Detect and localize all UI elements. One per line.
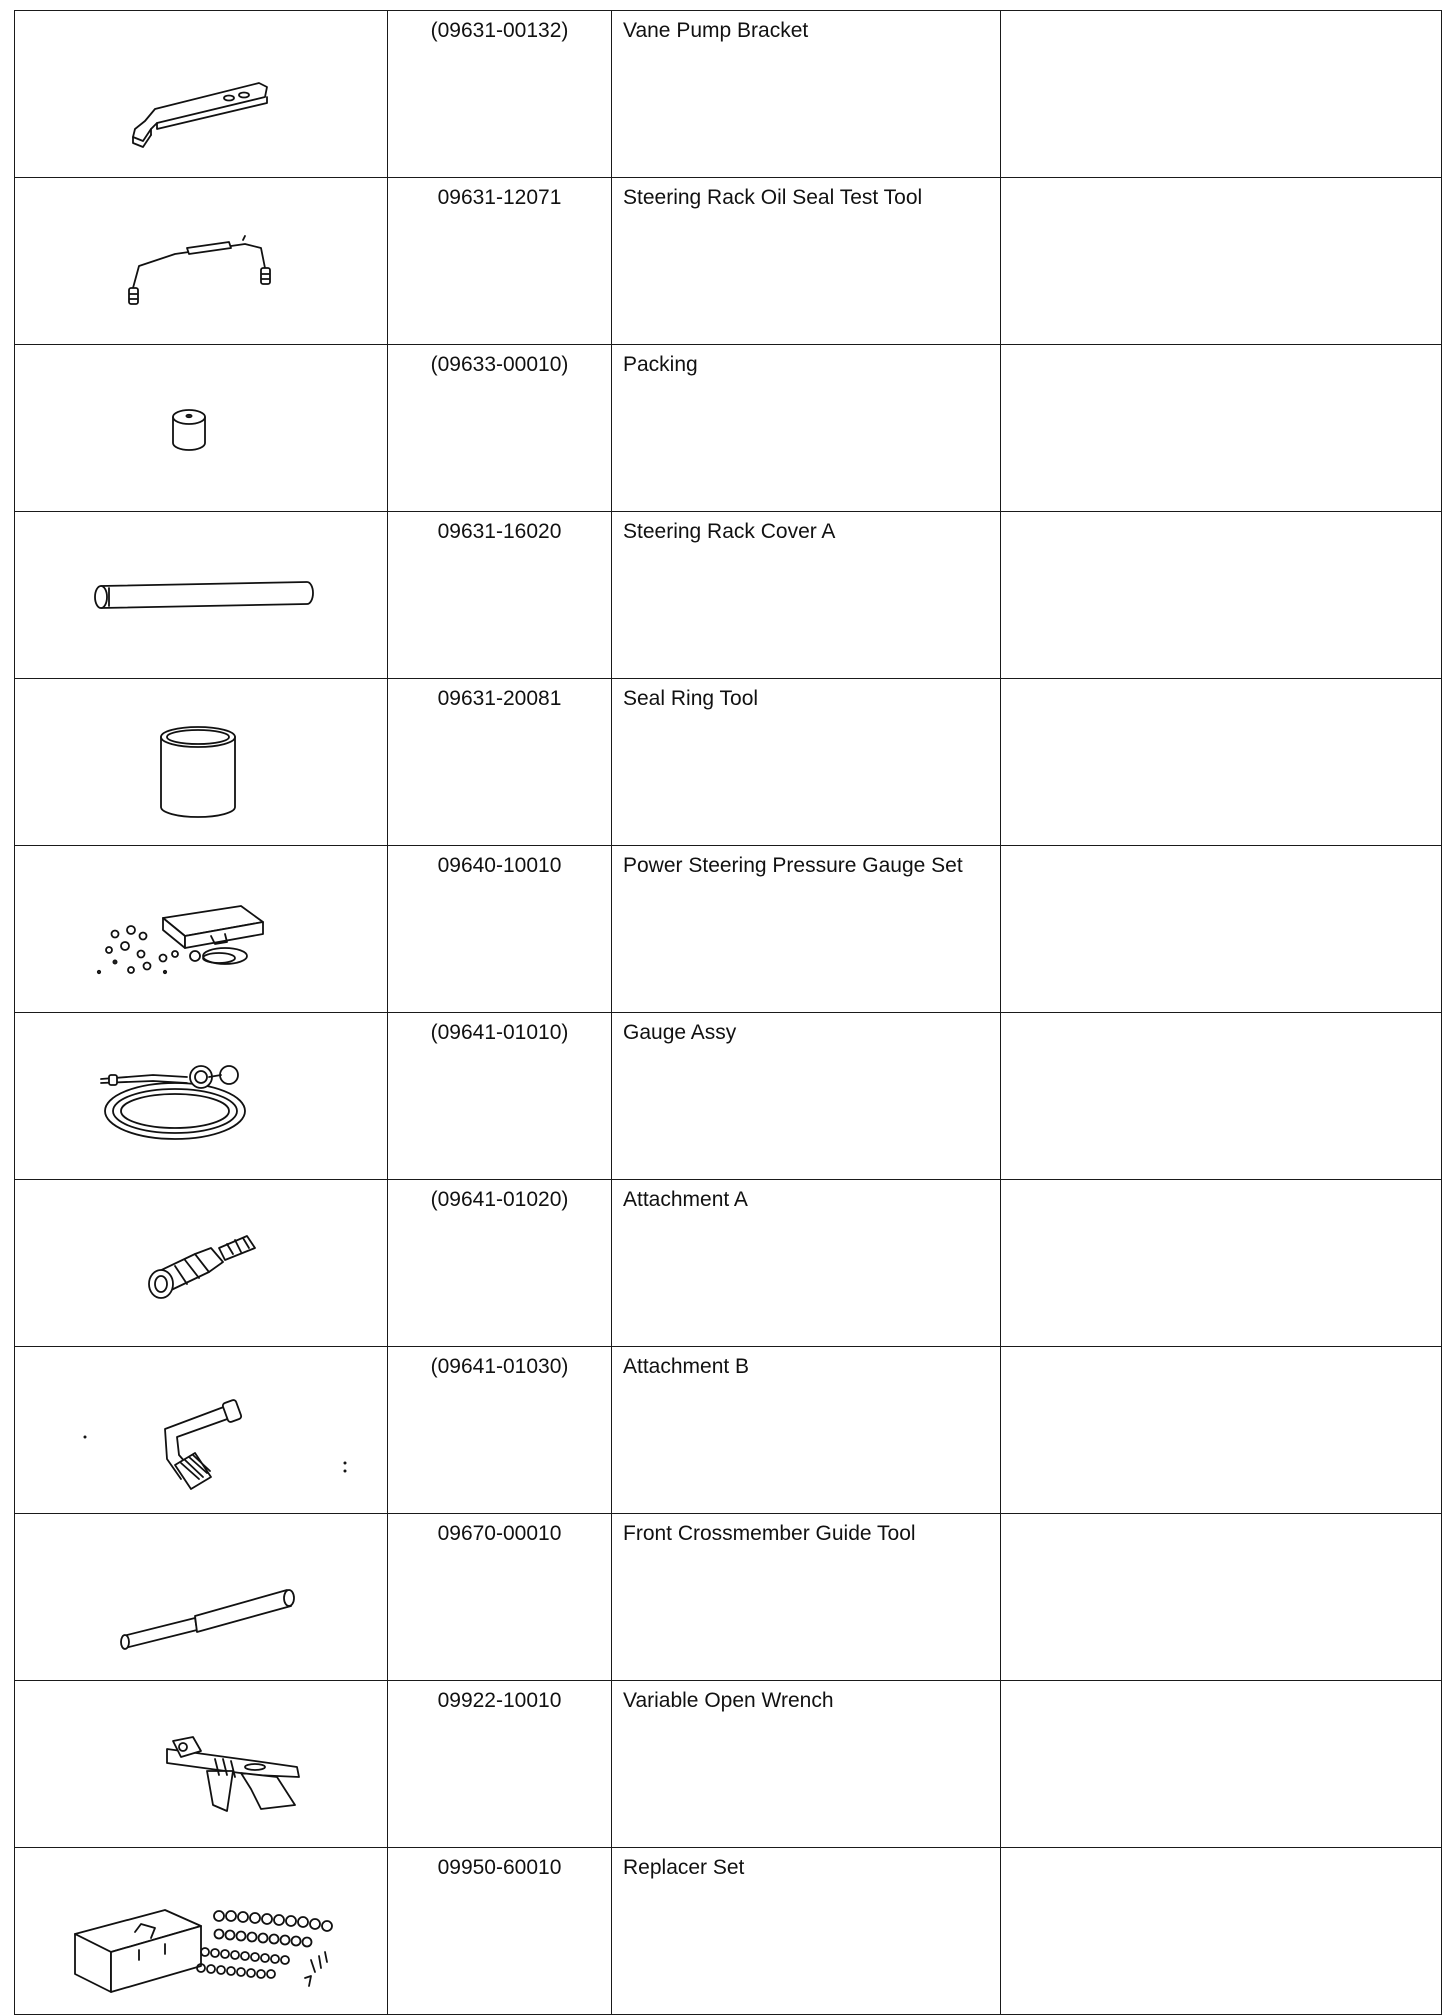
tool-name: Steering Rack Cover A [612,512,1001,679]
part-number: (09641-01010) [388,1013,612,1180]
packing-icon [15,345,388,506]
blank-cell [1001,345,1442,512]
blank-cell [1001,1347,1442,1514]
tool-illustration-cell [15,1347,388,1514]
table-row [15,846,1442,1013]
table-row [15,1848,1442,2015]
vane-pump-bracket-icon [15,11,388,172]
tool-illustration-cell [15,679,388,846]
gauge-assy-icon [15,1013,388,1174]
pressure-gauge-set-icon [15,846,388,1007]
part-number: 09670-00010 [388,1514,612,1681]
tool-illustration-cell [15,1180,388,1347]
guide-tool-icon [15,1514,388,1675]
part-number: 09950-60010 [388,1848,612,2015]
tool-name: Front Crossmember Guide Tool [612,1514,1001,1681]
rack-cover-icon [15,512,388,673]
blank-cell [1001,1848,1442,2015]
blank-cell [1001,846,1442,1013]
part-number: 09922-10010 [388,1681,612,1848]
blank-cell [1001,1514,1442,1681]
part-number: (09641-01020) [388,1180,612,1347]
attachment-a-icon [15,1180,388,1341]
part-number: 09631-20081 [388,679,612,846]
replacer-set-icon [15,1848,388,2009]
part-number: (09641-01030) [388,1347,612,1514]
part-number: (09633-00010) [388,345,612,512]
tool-name: Gauge Assy [612,1013,1001,1180]
tool-illustration-cell [15,11,388,178]
table-row [15,11,1442,178]
seal-ring-tool-icon [15,679,388,840]
tool-illustration-cell [15,1514,388,1681]
tool-name: Replacer Set [612,1848,1001,2015]
tool-illustration-cell [15,1848,388,2015]
table-row [15,178,1442,345]
tool-name: Seal Ring Tool [612,679,1001,846]
blank-cell [1001,1681,1442,1848]
table-row [15,1681,1442,1848]
tool-name: Attachment A [612,1180,1001,1347]
table-row [15,1347,1442,1514]
blank-cell [1001,679,1442,846]
variable-wrench-icon [15,1681,388,1842]
blank-cell [1001,11,1442,178]
tool-name: Power Steering Pressure Gauge Set [612,846,1001,1013]
attachment-b-icon [15,1347,388,1508]
table-row [15,512,1442,679]
table-row [15,345,1442,512]
part-number: 09631-12071 [388,178,612,345]
tool-name: Variable Open Wrench [612,1681,1001,1848]
tool-illustration-cell [15,846,388,1013]
part-number: 09631-16020 [388,512,612,679]
tool-name: Vane Pump Bracket [612,11,1001,178]
table-row [15,679,1442,846]
tool-name: Packing [612,345,1001,512]
tool-name: Steering Rack Oil Seal Test Tool [612,178,1001,345]
tool-illustration-cell [15,345,388,512]
blank-cell [1001,1013,1442,1180]
tool-name: Attachment B [612,1347,1001,1514]
tool-illustration-cell [15,512,388,679]
table-row [15,1013,1442,1180]
tool-illustration-cell [15,178,388,345]
table-row [15,1514,1442,1681]
part-number: 09640-10010 [388,846,612,1013]
blank-cell [1001,512,1442,679]
tool-illustration-cell [15,1013,388,1180]
special-tools-table [14,10,1442,2015]
blank-cell [1001,1180,1442,1347]
table-row [15,1180,1442,1347]
tool-illustration-cell [15,1681,388,1848]
blank-cell [1001,178,1442,345]
oil-seal-test-tool-icon [15,178,388,339]
part-number: (09631-00132) [388,11,612,178]
